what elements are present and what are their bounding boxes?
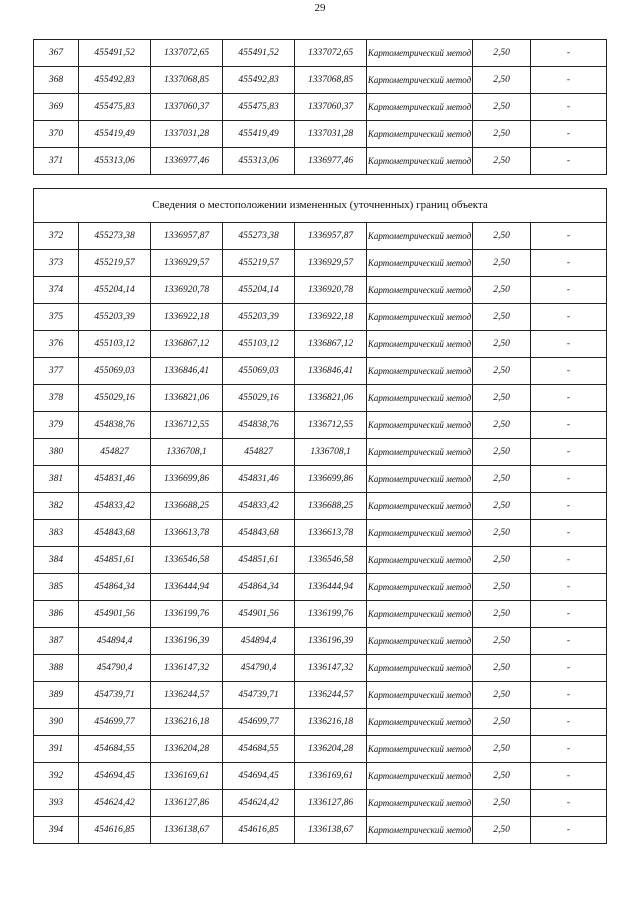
table-row bbox=[34, 628, 607, 655]
method-cell: Картометрический метод bbox=[367, 358, 473, 385]
method-cell: Картометрический метод bbox=[367, 790, 473, 817]
precision-cell: 2,50 bbox=[473, 385, 531, 412]
y-coordinate-existing: 1336688,25 bbox=[151, 493, 223, 520]
precision-cell: 2,50 bbox=[473, 574, 531, 601]
y-coordinate-new: 1336204,28 bbox=[295, 736, 367, 763]
x-coordinate-new: 454901,56 bbox=[223, 601, 295, 628]
method-cell: Картометрический метод bbox=[367, 439, 473, 466]
point-number: 377 bbox=[34, 358, 79, 385]
y-coordinate-new: 1336199,76 bbox=[295, 601, 367, 628]
table-row bbox=[34, 439, 607, 466]
y-coordinate-existing: 1336196,39 bbox=[151, 628, 223, 655]
x-coordinate-new: 454894,4 bbox=[223, 628, 295, 655]
y-coordinate-existing: 1336821,06 bbox=[151, 385, 223, 412]
y-coordinate-existing: 1336444,94 bbox=[151, 574, 223, 601]
y-coordinate-existing: 1336147,32 bbox=[151, 655, 223, 682]
x-coordinate-existing: 455219,57 bbox=[79, 250, 151, 277]
precision-cell: 2,50 bbox=[473, 655, 531, 682]
empty-mark-cell: - bbox=[531, 250, 607, 277]
y-coordinate-new: 1336922,18 bbox=[295, 304, 367, 331]
y-coordinate-new: 1336821,06 bbox=[295, 385, 367, 412]
x-coordinate-new: 454827 bbox=[223, 439, 295, 466]
x-coordinate-new: 454616,85 bbox=[223, 817, 295, 844]
y-coordinate-existing: 1337072,65 bbox=[151, 40, 223, 67]
y-coordinate-new: 1336929,57 bbox=[295, 250, 367, 277]
y-coordinate-new: 1336196,39 bbox=[295, 628, 367, 655]
y-coordinate-new: 1337068,85 bbox=[295, 67, 367, 94]
x-coordinate-existing: 454616,85 bbox=[79, 817, 151, 844]
method-cell: Картометрический метод bbox=[367, 223, 473, 250]
section-title-row bbox=[34, 189, 607, 223]
empty-mark-cell: - bbox=[531, 817, 607, 844]
precision-cell: 2,50 bbox=[473, 628, 531, 655]
coordinates-table-top bbox=[33, 39, 607, 175]
x-coordinate-existing: 454864,34 bbox=[79, 574, 151, 601]
x-coordinate-new: 454838,76 bbox=[223, 412, 295, 439]
x-coordinate-new: 454790,4 bbox=[223, 655, 295, 682]
table-row bbox=[34, 574, 607, 601]
method-cell: Картометрический метод bbox=[367, 574, 473, 601]
x-coordinate-new: 455204,14 bbox=[223, 277, 295, 304]
precision-cell: 2,50 bbox=[473, 763, 531, 790]
y-coordinate-existing: 1336199,76 bbox=[151, 601, 223, 628]
x-coordinate-existing: 455203,39 bbox=[79, 304, 151, 331]
y-coordinate-new: 1336699,86 bbox=[295, 466, 367, 493]
y-coordinate-new: 1336688,25 bbox=[295, 493, 367, 520]
x-coordinate-existing: 455069,03 bbox=[79, 358, 151, 385]
y-coordinate-existing: 1336169,61 bbox=[151, 763, 223, 790]
x-coordinate-new: 455219,57 bbox=[223, 250, 295, 277]
empty-mark-cell: - bbox=[531, 547, 607, 574]
precision-cell: 2,50 bbox=[473, 682, 531, 709]
x-coordinate-existing: 454833,42 bbox=[79, 493, 151, 520]
y-coordinate-existing: 1336867,12 bbox=[151, 331, 223, 358]
method-cell: Картометрический метод bbox=[367, 40, 473, 67]
method-cell: Картометрический метод bbox=[367, 412, 473, 439]
table-row bbox=[34, 682, 607, 709]
x-coordinate-new: 454851,61 bbox=[223, 547, 295, 574]
x-coordinate-existing: 454894,4 bbox=[79, 628, 151, 655]
method-cell: Картометрический метод bbox=[367, 520, 473, 547]
method-cell: Картометрический метод bbox=[367, 709, 473, 736]
x-coordinate-existing: 454851,61 bbox=[79, 547, 151, 574]
x-coordinate-new: 455203,39 bbox=[223, 304, 295, 331]
table-row bbox=[34, 466, 607, 493]
empty-mark-cell: - bbox=[531, 628, 607, 655]
top-table-body bbox=[34, 40, 607, 175]
point-number: 367 bbox=[34, 40, 79, 67]
empty-mark-cell: - bbox=[531, 385, 607, 412]
x-coordinate-new: 455475,83 bbox=[223, 94, 295, 121]
x-coordinate-existing: 455273,38 bbox=[79, 223, 151, 250]
y-coordinate-new: 1336977,46 bbox=[295, 148, 367, 175]
section-title: Сведения о местоположении измененных (уточненных) границ объекта bbox=[34, 189, 607, 223]
method-cell: Картометрический метод bbox=[367, 817, 473, 844]
page-number: 29 bbox=[314, 2, 326, 14]
y-coordinate-new: 1336444,94 bbox=[295, 574, 367, 601]
y-coordinate-new: 1336920,78 bbox=[295, 277, 367, 304]
x-coordinate-existing: 455029,16 bbox=[79, 385, 151, 412]
table-row bbox=[34, 121, 607, 148]
point-number: 382 bbox=[34, 493, 79, 520]
table-row bbox=[34, 250, 607, 277]
point-number: 386 bbox=[34, 601, 79, 628]
point-number: 391 bbox=[34, 736, 79, 763]
point-number: 371 bbox=[34, 148, 79, 175]
y-coordinate-existing: 1337060,37 bbox=[151, 94, 223, 121]
point-number: 384 bbox=[34, 547, 79, 574]
y-coordinate-existing: 1336922,18 bbox=[151, 304, 223, 331]
main-table-body bbox=[34, 189, 607, 844]
precision-cell: 2,50 bbox=[473, 466, 531, 493]
x-coordinate-existing: 454699,77 bbox=[79, 709, 151, 736]
x-coordinate-existing: 454827 bbox=[79, 439, 151, 466]
y-coordinate-existing: 1336977,46 bbox=[151, 148, 223, 175]
point-number: 373 bbox=[34, 250, 79, 277]
x-coordinate-existing: 455475,83 bbox=[79, 94, 151, 121]
empty-mark-cell: - bbox=[531, 40, 607, 67]
x-coordinate-new: 454739,71 bbox=[223, 682, 295, 709]
x-coordinate-existing: 454694,45 bbox=[79, 763, 151, 790]
point-number: 393 bbox=[34, 790, 79, 817]
method-cell: Картометрический метод bbox=[367, 736, 473, 763]
table-row bbox=[34, 94, 607, 121]
empty-mark-cell: - bbox=[531, 331, 607, 358]
empty-mark-cell: - bbox=[531, 148, 607, 175]
y-coordinate-new: 1336216,18 bbox=[295, 709, 367, 736]
y-coordinate-new: 1336867,12 bbox=[295, 331, 367, 358]
point-number: 394 bbox=[34, 817, 79, 844]
y-coordinate-existing: 1336216,18 bbox=[151, 709, 223, 736]
method-cell: Картометрический метод bbox=[367, 628, 473, 655]
y-coordinate-existing: 1336712,55 bbox=[151, 412, 223, 439]
point-number: 389 bbox=[34, 682, 79, 709]
table-row bbox=[34, 304, 607, 331]
method-cell: Картометрический метод bbox=[367, 304, 473, 331]
precision-cell: 2,50 bbox=[473, 148, 531, 175]
empty-mark-cell: - bbox=[531, 601, 607, 628]
point-number: 370 bbox=[34, 121, 79, 148]
point-number: 380 bbox=[34, 439, 79, 466]
y-coordinate-new: 1337072,65 bbox=[295, 40, 367, 67]
x-coordinate-new: 455069,03 bbox=[223, 358, 295, 385]
point-number: 378 bbox=[34, 385, 79, 412]
method-cell: Картометрический метод bbox=[367, 682, 473, 709]
precision-cell: 2,50 bbox=[473, 358, 531, 385]
x-coordinate-new: 454831,46 bbox=[223, 466, 295, 493]
table-row bbox=[34, 655, 607, 682]
point-number: 381 bbox=[34, 466, 79, 493]
point-number: 388 bbox=[34, 655, 79, 682]
precision-cell: 2,50 bbox=[473, 121, 531, 148]
y-coordinate-existing: 1336846,41 bbox=[151, 358, 223, 385]
y-coordinate-existing: 1336920,78 bbox=[151, 277, 223, 304]
point-number: 372 bbox=[34, 223, 79, 250]
x-coordinate-new: 455419,49 bbox=[223, 121, 295, 148]
x-coordinate-existing: 454838,76 bbox=[79, 412, 151, 439]
method-cell: Картометрический метод bbox=[367, 94, 473, 121]
x-coordinate-new: 454624,42 bbox=[223, 790, 295, 817]
empty-mark-cell: - bbox=[531, 358, 607, 385]
method-cell: Картометрический метод bbox=[367, 547, 473, 574]
empty-mark-cell: - bbox=[531, 574, 607, 601]
x-coordinate-existing: 454624,42 bbox=[79, 790, 151, 817]
y-coordinate-new: 1336712,55 bbox=[295, 412, 367, 439]
x-coordinate-new: 455029,16 bbox=[223, 385, 295, 412]
x-coordinate-new: 454699,77 bbox=[223, 709, 295, 736]
y-coordinate-existing: 1336204,28 bbox=[151, 736, 223, 763]
point-number: 369 bbox=[34, 94, 79, 121]
empty-mark-cell: - bbox=[531, 655, 607, 682]
point-number: 379 bbox=[34, 412, 79, 439]
y-coordinate-new: 1337060,37 bbox=[295, 94, 367, 121]
precision-cell: 2,50 bbox=[473, 520, 531, 547]
y-coordinate-existing: 1336699,86 bbox=[151, 466, 223, 493]
x-coordinate-new: 454843,68 bbox=[223, 520, 295, 547]
table-row bbox=[34, 277, 607, 304]
y-coordinate-new: 1336708,1 bbox=[295, 439, 367, 466]
y-coordinate-new: 1336546,58 bbox=[295, 547, 367, 574]
table-row bbox=[34, 520, 607, 547]
empty-mark-cell: - bbox=[531, 493, 607, 520]
x-coordinate-existing: 454684,55 bbox=[79, 736, 151, 763]
precision-cell: 2,50 bbox=[473, 94, 531, 121]
empty-mark-cell: - bbox=[531, 277, 607, 304]
method-cell: Картометрический метод bbox=[367, 148, 473, 175]
y-coordinate-existing: 1336929,57 bbox=[151, 250, 223, 277]
y-coordinate-new: 1336138,67 bbox=[295, 817, 367, 844]
method-cell: Картометрический метод bbox=[367, 763, 473, 790]
y-coordinate-existing: 1336546,58 bbox=[151, 547, 223, 574]
y-coordinate-existing: 1336127,86 bbox=[151, 790, 223, 817]
precision-cell: 2,50 bbox=[473, 250, 531, 277]
y-coordinate-existing: 1336708,1 bbox=[151, 439, 223, 466]
x-coordinate-existing: 454739,71 bbox=[79, 682, 151, 709]
table-row bbox=[34, 493, 607, 520]
method-cell: Картометрический метод bbox=[367, 655, 473, 682]
method-cell: Картометрический метод bbox=[367, 331, 473, 358]
table-row bbox=[34, 412, 607, 439]
y-coordinate-existing: 1336244,57 bbox=[151, 682, 223, 709]
x-coordinate-existing: 455103,12 bbox=[79, 331, 151, 358]
point-number: 385 bbox=[34, 574, 79, 601]
coordinates-table-main bbox=[33, 188, 607, 844]
y-coordinate-new: 1336244,57 bbox=[295, 682, 367, 709]
point-number: 375 bbox=[34, 304, 79, 331]
precision-cell: 2,50 bbox=[473, 493, 531, 520]
table-row bbox=[34, 709, 607, 736]
x-coordinate-new: 455103,12 bbox=[223, 331, 295, 358]
precision-cell: 2,50 bbox=[473, 736, 531, 763]
method-cell: Картометрический метод bbox=[367, 277, 473, 304]
empty-mark-cell: - bbox=[531, 709, 607, 736]
table-row bbox=[34, 358, 607, 385]
x-coordinate-new: 454833,42 bbox=[223, 493, 295, 520]
table-row bbox=[34, 385, 607, 412]
y-coordinate-new: 1336127,86 bbox=[295, 790, 367, 817]
x-coordinate-existing: 454831,46 bbox=[79, 466, 151, 493]
point-number: 387 bbox=[34, 628, 79, 655]
x-coordinate-new: 455491,52 bbox=[223, 40, 295, 67]
empty-mark-cell: - bbox=[531, 520, 607, 547]
precision-cell: 2,50 bbox=[473, 412, 531, 439]
method-cell: Картометрический метод bbox=[367, 67, 473, 94]
method-cell: Картометрический метод bbox=[367, 493, 473, 520]
precision-cell: 2,50 bbox=[473, 439, 531, 466]
empty-mark-cell: - bbox=[531, 67, 607, 94]
y-coordinate-existing: 1336613,78 bbox=[151, 520, 223, 547]
y-coordinate-new: 1336957,87 bbox=[295, 223, 367, 250]
y-coordinate-existing: 1337068,85 bbox=[151, 67, 223, 94]
point-number: 374 bbox=[34, 277, 79, 304]
precision-cell: 2,50 bbox=[473, 304, 531, 331]
x-coordinate-new: 454694,45 bbox=[223, 763, 295, 790]
empty-mark-cell: - bbox=[531, 94, 607, 121]
y-coordinate-new: 1337031,28 bbox=[295, 121, 367, 148]
x-coordinate-existing: 454901,56 bbox=[79, 601, 151, 628]
y-coordinate-new: 1336846,41 bbox=[295, 358, 367, 385]
empty-mark-cell: - bbox=[531, 763, 607, 790]
y-coordinate-new: 1336169,61 bbox=[295, 763, 367, 790]
empty-mark-cell: - bbox=[531, 412, 607, 439]
x-coordinate-new: 455492,83 bbox=[223, 67, 295, 94]
x-coordinate-new: 455273,38 bbox=[223, 223, 295, 250]
precision-cell: 2,50 bbox=[473, 790, 531, 817]
empty-mark-cell: - bbox=[531, 121, 607, 148]
x-coordinate-existing: 455491,52 bbox=[79, 40, 151, 67]
method-cell: Картометрический метод bbox=[367, 601, 473, 628]
table-row bbox=[34, 736, 607, 763]
method-cell: Картометрический метод bbox=[367, 250, 473, 277]
precision-cell: 2,50 bbox=[473, 67, 531, 94]
precision-cell: 2,50 bbox=[473, 547, 531, 574]
table-row bbox=[34, 223, 607, 250]
empty-mark-cell: - bbox=[531, 439, 607, 466]
table-row bbox=[34, 331, 607, 358]
precision-cell: 2,50 bbox=[473, 709, 531, 736]
table-row bbox=[34, 817, 607, 844]
table-row bbox=[34, 148, 607, 175]
y-coordinate-new: 1336613,78 bbox=[295, 520, 367, 547]
precision-cell: 2,50 bbox=[473, 817, 531, 844]
table-row bbox=[34, 790, 607, 817]
precision-cell: 2,50 bbox=[473, 277, 531, 304]
table-row bbox=[34, 547, 607, 574]
empty-mark-cell: - bbox=[531, 736, 607, 763]
method-cell: Картометрический метод bbox=[367, 121, 473, 148]
table-row bbox=[34, 763, 607, 790]
y-coordinate-existing: 1337031,28 bbox=[151, 121, 223, 148]
point-number: 390 bbox=[34, 709, 79, 736]
x-coordinate-existing: 454843,68 bbox=[79, 520, 151, 547]
y-coordinate-existing: 1336957,87 bbox=[151, 223, 223, 250]
precision-cell: 2,50 bbox=[473, 331, 531, 358]
x-coordinate-existing: 455313,06 bbox=[79, 148, 151, 175]
point-number: 392 bbox=[34, 763, 79, 790]
method-cell: Картометрический метод bbox=[367, 466, 473, 493]
precision-cell: 2,50 bbox=[473, 40, 531, 67]
y-coordinate-new: 1336147,32 bbox=[295, 655, 367, 682]
table-row bbox=[34, 40, 607, 67]
x-coordinate-new: 454684,55 bbox=[223, 736, 295, 763]
point-number: 368 bbox=[34, 67, 79, 94]
empty-mark-cell: - bbox=[531, 466, 607, 493]
empty-mark-cell: - bbox=[531, 682, 607, 709]
method-cell: Картометрический метод bbox=[367, 385, 473, 412]
y-coordinate-existing: 1336138,67 bbox=[151, 817, 223, 844]
table-row bbox=[34, 601, 607, 628]
precision-cell: 2,50 bbox=[473, 601, 531, 628]
empty-mark-cell: - bbox=[531, 304, 607, 331]
point-number: 383 bbox=[34, 520, 79, 547]
table-row bbox=[34, 67, 607, 94]
x-coordinate-existing: 455492,83 bbox=[79, 67, 151, 94]
x-coordinate-existing: 455419,49 bbox=[79, 121, 151, 148]
point-number: 376 bbox=[34, 331, 79, 358]
x-coordinate-existing: 455204,14 bbox=[79, 277, 151, 304]
x-coordinate-existing: 454790,4 bbox=[79, 655, 151, 682]
empty-mark-cell: - bbox=[531, 223, 607, 250]
x-coordinate-new: 454864,34 bbox=[223, 574, 295, 601]
empty-mark-cell: - bbox=[531, 790, 607, 817]
x-coordinate-new: 455313,06 bbox=[223, 148, 295, 175]
precision-cell: 2,50 bbox=[473, 223, 531, 250]
